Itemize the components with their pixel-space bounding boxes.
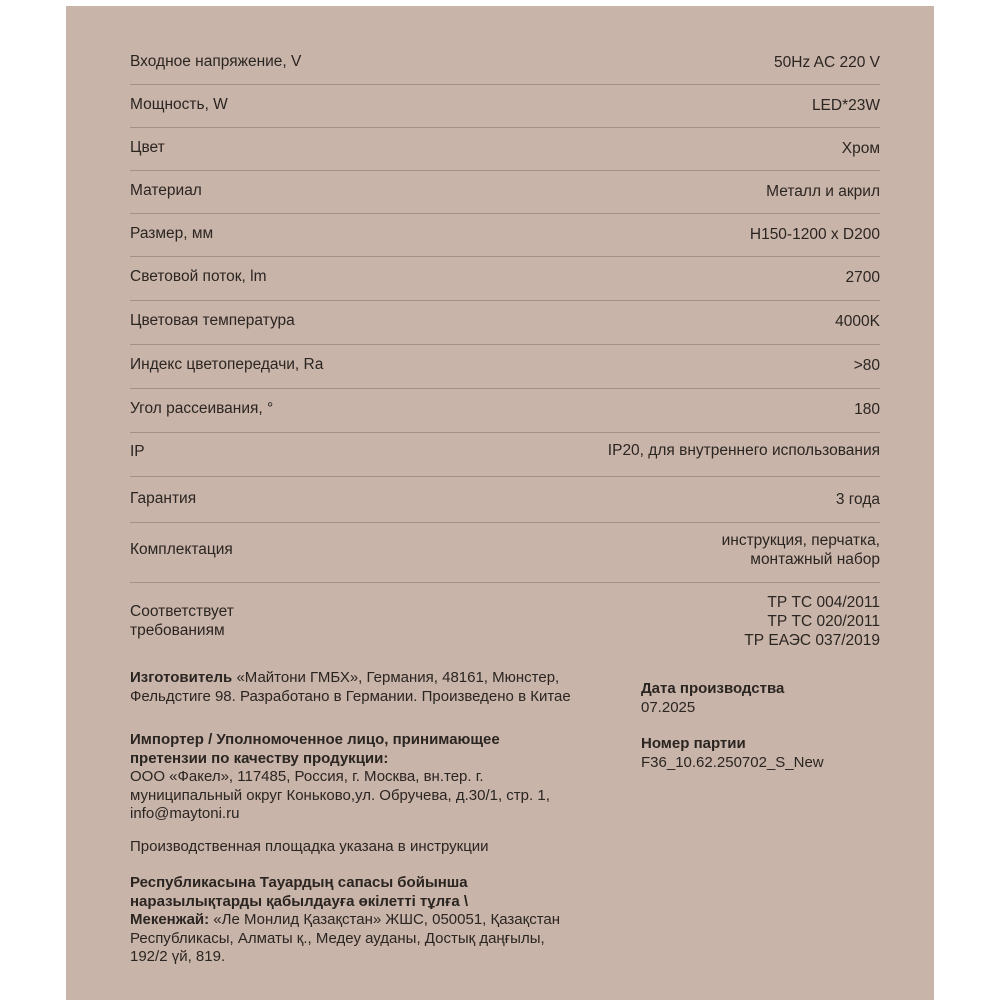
- importer-title1: Импортер / Уполномоченное лицо, принимающее: [130, 731, 500, 748]
- production-date-block: [641, 680, 901, 717]
- kz-line3: «Ле Монлид Қазақстан» ЖШС, 050051, Қазақстан: [209, 911, 561, 928]
- importer-line2: муниципальный округ Коньково,ул. Обручева, д.30/1, стр. 1,: [130, 786, 550, 804]
- spec-value: 3 года: [835, 491, 880, 508]
- batch-block: [641, 735, 901, 772]
- spec-label: IP: [130, 443, 145, 460]
- kz-line5: 192/2 үй, 819.: [130, 948, 226, 965]
- kz-line4: Республикасы, Алматы қ., Медеу ауданы, Достық даңғылы,: [130, 929, 545, 947]
- spec-row: [130, 85, 880, 128]
- kz-title3: Мекенжай:: [130, 911, 210, 928]
- manufacturer-line2: Фельдстиге 98. Разработано в Германии. Произведено в Китае: [130, 687, 571, 705]
- spec-row: [130, 345, 880, 389]
- spec-value: Хром: [841, 140, 880, 157]
- spec-row: [130, 477, 880, 523]
- spec-value: LED*23W: [811, 97, 880, 114]
- spec-row: [130, 301, 880, 345]
- spec-label: Размер, мм: [130, 225, 214, 242]
- batch-value: F36_10.62.250702_S_New: [641, 753, 824, 771]
- spec-row: [130, 389, 880, 433]
- importer-email: info@maytoni.ru: [130, 805, 240, 822]
- spec-label: Соответствует требованиям: [130, 603, 234, 639]
- spec-row: [130, 42, 880, 85]
- spec-row: [130, 257, 880, 301]
- spec-value: Металл и акрил: [766, 183, 880, 200]
- spec-row: [130, 433, 880, 477]
- spec-label: Комплектация: [130, 541, 233, 558]
- batch-title: Номер партии: [641, 735, 746, 752]
- production-site-text: Производственная площадка указана в инструкции: [130, 838, 489, 855]
- kz-title1: Республикасына Тауардың сапасы бойынша: [130, 874, 468, 891]
- spec-label: Мощность, W: [130, 96, 228, 113]
- spec-row: [130, 128, 880, 171]
- spec-value: IP20, для внутреннего использования: [607, 442, 880, 459]
- spec-label: Цветовая температура: [130, 312, 295, 329]
- manufacturer-line1: «Майтони ГМБХ», Германия, 48161, Мюнстер,: [232, 669, 560, 686]
- importer-line1: ООО «Факел», 117485, Россия, г. Москва, вн.тер. г.: [130, 768, 484, 785]
- spec-value: 50Hz AC 220 V: [774, 54, 880, 71]
- production-date-title: Дата производства: [641, 680, 785, 697]
- spec-value: инструкция, перчатка, монтажный набор: [721, 532, 880, 568]
- production-site-note: [130, 838, 610, 857]
- spec-value: 2700: [845, 269, 880, 286]
- manufacturer-block: [130, 669, 600, 706]
- spec-value: >80: [853, 357, 880, 374]
- spec-row: [130, 171, 880, 214]
- spec-label: Световой поток, lm: [130, 268, 267, 285]
- spec-label: Входное напряжение, V: [130, 53, 302, 70]
- spec-card: [66, 6, 934, 1000]
- spec-label: Материал: [130, 182, 202, 199]
- importer-block: [130, 731, 610, 824]
- manufacturer-title: Изготовитель: [130, 669, 233, 686]
- spec-value: H150-1200 x D200: [749, 226, 880, 243]
- spec-label: Цвет: [130, 139, 165, 156]
- spec-label: Угол рассеивания, °: [130, 400, 274, 417]
- spec-label: Гарантия: [130, 490, 197, 507]
- spec-value: ТР ТС 004/2011 ТР ТС 020/2011 ТР ЕАЭС 037/2019: [744, 594, 880, 649]
- spec-value: 180: [854, 401, 880, 418]
- spec-row: [130, 523, 880, 583]
- spec-label: Индекс цветопередачи, Ra: [130, 356, 324, 373]
- spec-row: [130, 214, 880, 257]
- kazakhstan-block: [130, 874, 610, 967]
- kz-title2: наразылықтарды қабылдауға өкілетті тұлға \: [130, 892, 469, 910]
- production-date-value: 07.2025: [641, 698, 696, 716]
- spec-value: 4000K: [835, 313, 880, 330]
- importer-title2: претензии по качеству продукции:: [130, 749, 389, 767]
- spec-row: [130, 583, 880, 663]
